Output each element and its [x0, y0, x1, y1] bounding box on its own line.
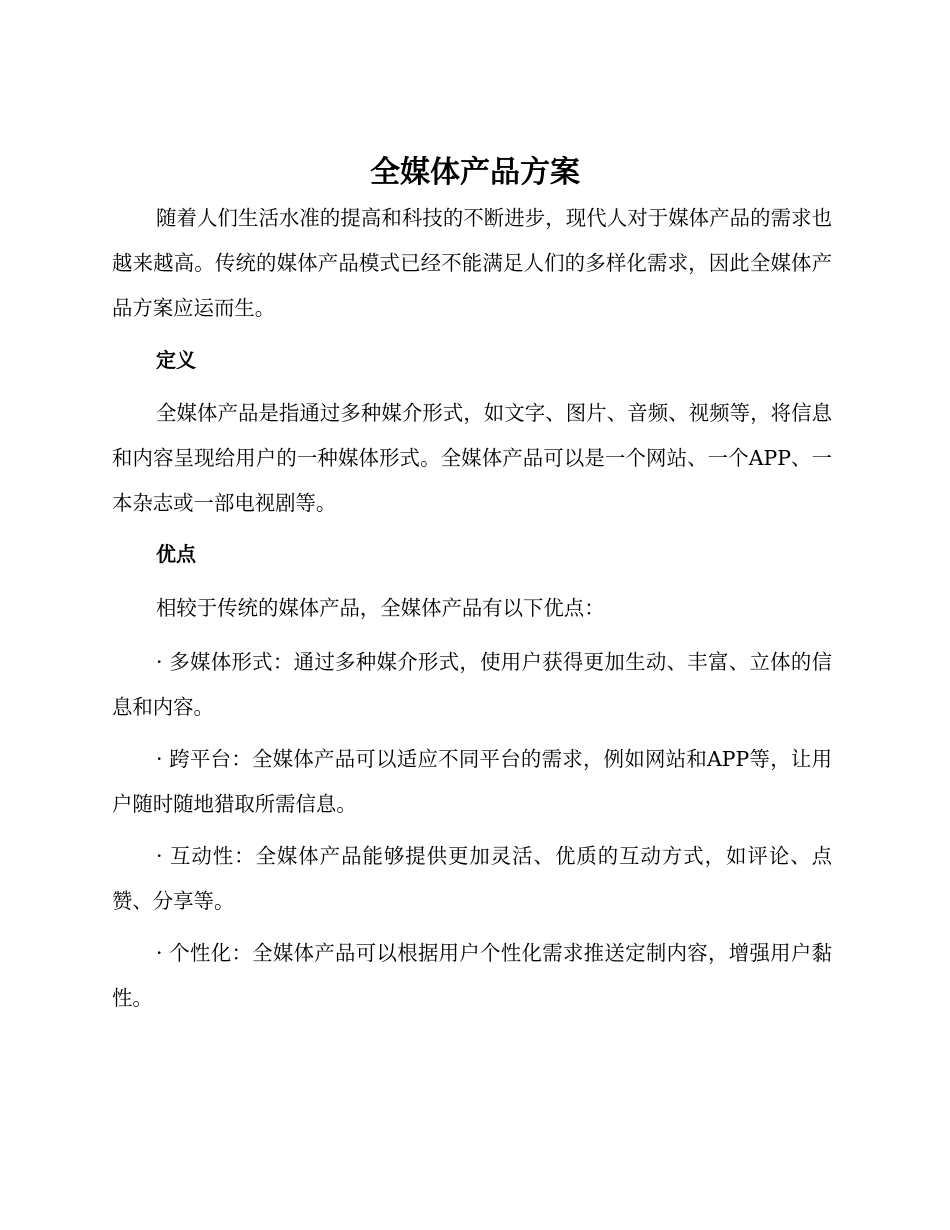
advantage-item-personalization: · 个性化：全媒体产品可以根据用户个性化需求推送定制内容，增强用户黏性。 [112, 941, 832, 1010]
section-heading-advantages: 优点 [156, 542, 196, 566]
advantages-intro-paragraph: 相较于传统的媒体产品，全媒体产品有以下优点： [156, 596, 605, 620]
advantage-item-cross-platform: · 跨平台：全媒体产品可以适应不同平台的需求，例如网站和APP等，让用户随时随地猎取所需信息。 [112, 747, 832, 816]
document-title: 全媒体产品方案 [370, 155, 580, 190]
section-heading-definition: 定义 [156, 348, 196, 372]
definition-paragraph: 全媒体产品是指通过多种媒介形式，如文字、图片、音频、视频等，将信息和内容呈现给用户的一种媒体形式。全媒体产品可以是一个网站、一个APP、一本杂志或一部电视剧等。 [112, 401, 832, 515]
advantage-item-interactivity: · 互动性：全媒体产品能够提供更加灵活、优质的互动方式，如评论、点赞、分享等。 [112, 844, 832, 913]
advantage-item-multimedia: · 多媒体形式：通过多种媒介形式，使用户获得更加生动、丰富、立体的信息和内容。 [112, 650, 832, 719]
intro-paragraph: 随着人们生活水准的提高和科技的不断进步，现代人对于媒体产品的需求也越来越高。传统的媒体产品模式已经不能满足人们的多样化需求，因此全媒体产品方案应运而生。 [112, 206, 832, 320]
